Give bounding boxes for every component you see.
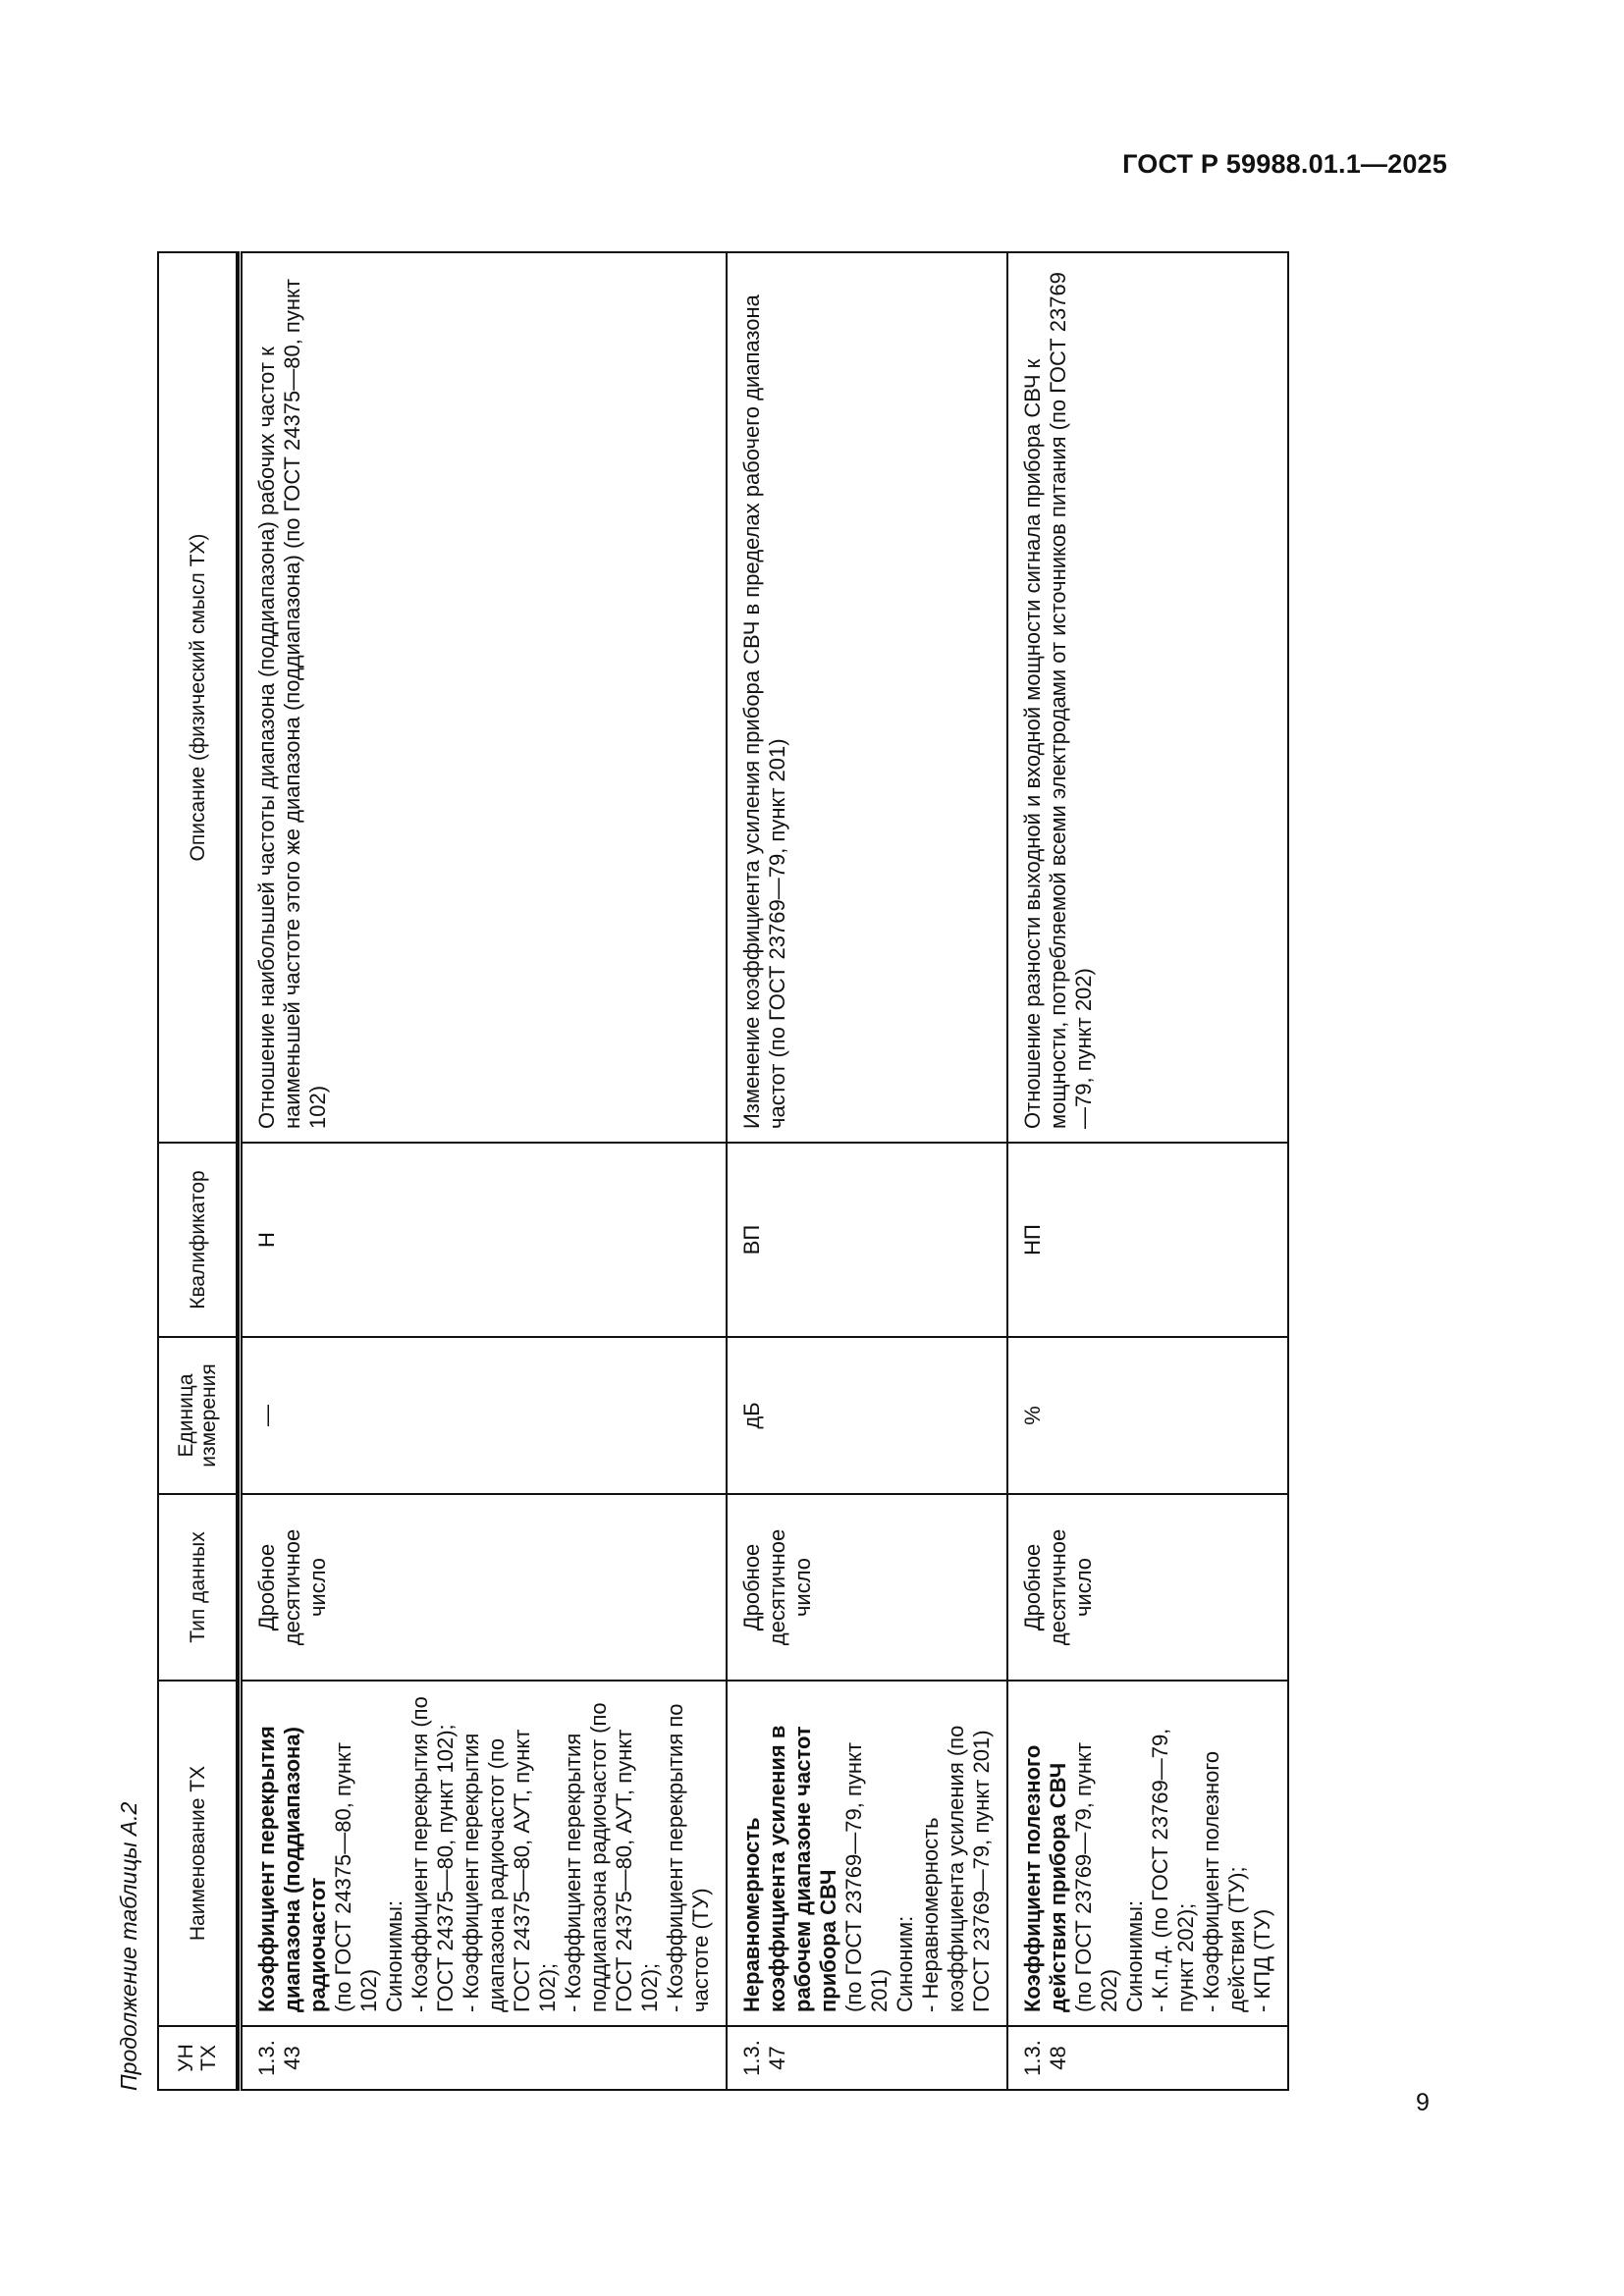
row-type: Дробное десятичное число	[727, 1494, 1007, 1681]
row-qualifier: НП	[1007, 1143, 1288, 1337]
document-header: ГОСТ Р 59988.01.1—2025	[1122, 149, 1447, 179]
row-name	[241, 1681, 728, 2026]
table-row	[1007, 252, 1288, 2090]
row-synonyms-label: Синоним:	[893, 1915, 917, 2012]
row-code: 1.3.48	[1007, 2026, 1288, 2090]
row-synonym: - Коэффициент перекрытия поддиапазона радиочастот (по ГОСТ 24375—80, АУТ, пункт 102);	[561, 1702, 662, 2012]
header-qualifier: Квалификатор	[158, 1143, 237, 1337]
header-unit: Единица измерения	[158, 1337, 237, 1494]
row-type: Дробное десятичное число	[241, 1494, 728, 1681]
row-type: Дробное десятичное число	[1007, 1494, 1288, 1681]
row-code: 1.3.47	[727, 2026, 1007, 2090]
row-description: Отношение разности выходной и входной мощности сигнала прибора СВЧ к мощности, потребляемой всеми электродами от источников питания (по ГОСТ 23769—79, пункт 202)	[1007, 252, 1288, 1143]
header-type: Тип данных	[158, 1494, 237, 1681]
row-name-title: Коэффициент полезного действия прибора СВЧ	[1020, 1744, 1070, 2012]
row-name-title: Неравномерность коэффициента усиления в рабочем диапазоне частот прибора СВЧ	[739, 1725, 840, 2012]
row-code: 1.3.43	[241, 2026, 728, 2090]
table-row	[727, 252, 1007, 2090]
header-name: Наименование ТХ	[158, 1681, 237, 2026]
row-name-ref: (по ГОСТ 23769—79, пункт 201)	[841, 1742, 892, 2012]
table-caption: Продолжение таблицы А.2	[116, 1801, 141, 2091]
row-name-ref: (по ГОСТ 23769—79, пункт 202)	[1071, 1742, 1121, 2012]
table-row	[241, 252, 728, 2090]
row-synonym: - Коэффициент перекрытия диапазона радиочастот (по ГОСТ 24375—80, АУТ, пункт 102);	[459, 1729, 560, 2012]
row-synonym: - Коэффициент перекрытия по частоте (ТУ)	[663, 1703, 713, 2012]
row-name-title: Коэффициент перекрытия диапазона (поддиапазона) радиочастот	[254, 1726, 330, 2012]
row-unit: —	[241, 1337, 728, 1494]
row-synonym: - К.п.д. (по ГОСТ 23769—79, пункт 202);	[1148, 1728, 1198, 2012]
rotated-table-block	[105, 226, 1273, 2091]
row-name	[1007, 1681, 1288, 2026]
row-description: Изменение коэффициента усиления прибора СВЧ в пределах рабочего диапазона частот (по ГОСТ 23769—79, пункт 201)	[727, 252, 1007, 1143]
row-qualifier: ВП	[727, 1143, 1007, 1337]
row-qualifier: Н	[241, 1143, 728, 1337]
row-synonyms-label: Синонимы:	[1122, 1899, 1147, 2012]
page-number: 9	[1416, 2089, 1430, 2116]
row-synonyms-label: Синонимы:	[382, 1899, 406, 2012]
row-synonym: - КПД (ТУ)	[1250, 1908, 1274, 2012]
row-synonym: - Коэффициент перекрытия (по ГОСТ 24375—80, пункт 102);	[407, 1696, 458, 2012]
spec-table	[157, 251, 1289, 2091]
row-synonym: - Неравномерность коэффициента усиления (по ГОСТ 23769—79, пункт 201)	[918, 1725, 994, 2012]
row-unit: %	[1007, 1337, 1288, 1494]
row-name	[727, 1681, 1007, 2026]
row-synonym: - Коэффициент полезного действия (ТУ);	[1199, 1750, 1249, 2012]
row-description: Отношение наибольшей частоты диапазона (поддиапазона) рабочих частот к наименьшей частоте этого же диапазона (поддиапазона) (по ГОСТ 24375—80, пункт 102)	[241, 252, 728, 1143]
row-unit: дБ	[727, 1337, 1007, 1494]
table-header-row	[158, 252, 237, 2090]
row-name-ref: (по ГОСТ 24375—80, пункт 102)	[331, 1742, 381, 2012]
header-code: УН ТХ	[158, 2026, 237, 2090]
header-description: Описание (физический смысл ТХ)	[158, 252, 237, 1143]
